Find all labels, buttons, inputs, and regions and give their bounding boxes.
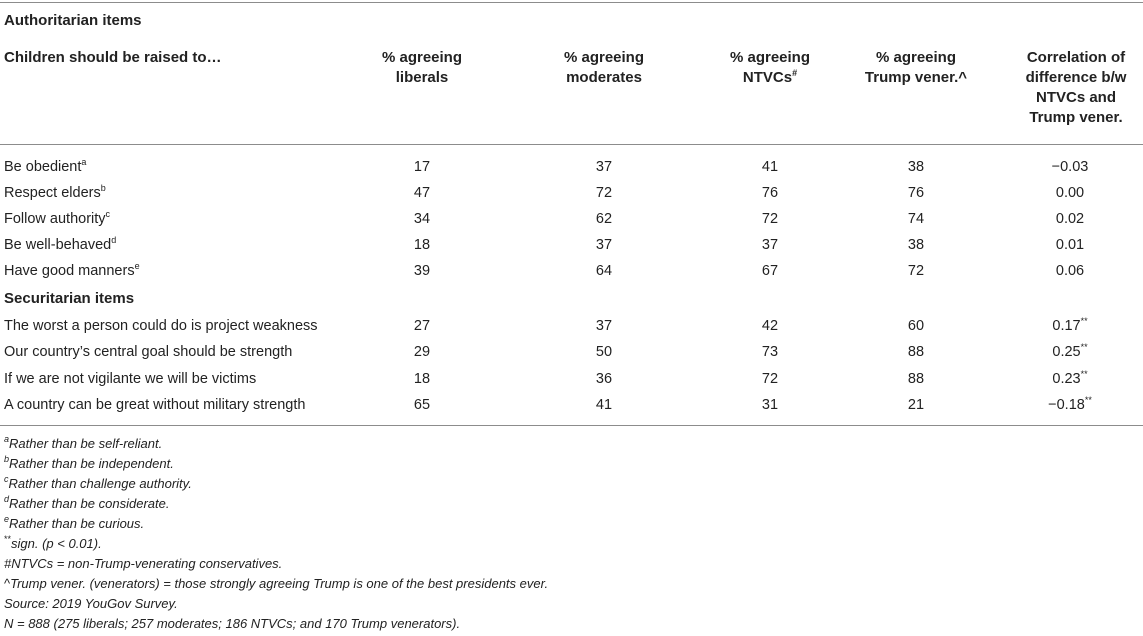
cell-ntvcs: 76 [761, 185, 779, 201]
cell-liberals: 18 [413, 371, 431, 387]
cell-moderates: 37 [595, 318, 613, 334]
header-corr-line2: difference b/w [1025, 69, 1127, 86]
footnote-ntvc: #NTVCs = non-Trump-venerating conservatives. [4, 556, 283, 571]
row-label: A country can be great without military strength [4, 397, 306, 413]
row-label: Be obedient$^a$ [4, 157, 87, 175]
section-authoritarian-title: Authoritarian items [4, 12, 142, 29]
cell-correlation: −0.18** [1048, 395, 1092, 413]
row-label: The worst a person could do is project weakness [4, 318, 318, 334]
cell-moderates: 62 [595, 211, 613, 227]
cell-trump: 72 [907, 263, 925, 279]
table-row [0, 154, 1143, 180]
footnotes [4, 434, 548, 634]
row-label: Be well-behaved$^d$ [4, 235, 117, 253]
footnote-a: $^a$Rather than be self-reliant. [4, 434, 163, 451]
cell-ntvcs: 73 [761, 344, 779, 360]
cell-ntvcs: 67 [761, 263, 779, 279]
header-moderates-line2: moderates [566, 69, 642, 86]
header-rule [0, 144, 1143, 145]
cell-ntvcs: 41 [761, 159, 779, 175]
row-label: Respect elders$^b$ [4, 183, 106, 201]
cell-trump: 38 [907, 159, 925, 175]
header-trump-line1: % agreeing [875, 49, 957, 66]
cell-correlation: −0.03 [1051, 159, 1089, 175]
header-item: Children should be raised to… [4, 49, 222, 66]
top-rule [0, 2, 1143, 3]
table-row [0, 180, 1143, 206]
cell-trump: 88 [907, 344, 925, 360]
cell-moderates: 37 [595, 159, 613, 175]
row-label: Follow authority$^c$ [4, 209, 111, 227]
row-label: If we are not vigilante we will be victims [4, 371, 257, 387]
row-label: Our country’s central goal should be strength [4, 344, 293, 360]
header-trump [856, 48, 976, 88]
cell-moderates: 37 [595, 237, 613, 253]
header-moderates-line1: % agreeing [563, 49, 645, 66]
header-liberals [362, 48, 482, 88]
cell-trump: 74 [907, 211, 925, 227]
cell-correlation: 0.02 [1055, 211, 1085, 227]
cell-ntvcs: 42 [761, 318, 779, 334]
cell-ntvcs: 72 [761, 211, 779, 227]
bottom-rule [0, 425, 1143, 426]
cell-trump: 60 [907, 318, 925, 334]
table-row [0, 392, 1143, 418]
cell-trump: 21 [907, 397, 925, 413]
cell-trump: 38 [907, 237, 925, 253]
cell-liberals: 18 [413, 237, 431, 253]
cell-ntvcs: 37 [761, 237, 779, 253]
footnote-c: $^c$Rather than challenge authority. [4, 474, 192, 491]
header-ntvcs [710, 48, 830, 88]
header-liberals-line1: % agreeing [381, 49, 463, 66]
header-correlation [1014, 48, 1138, 128]
cell-ntvcs: 31 [761, 397, 779, 413]
footnote-trump: ^Trump vener. (venerators) = those strongly agreeing Trump is one of the best presidents ever. [4, 576, 549, 591]
footnote-e: $^e$Rather than be curious. [4, 514, 145, 531]
cell-moderates: 64 [595, 263, 613, 279]
row-label: Have good manners$^e$ [4, 261, 140, 279]
header-corr-line3: NTVCs and [1035, 89, 1116, 106]
cell-liberals: 65 [413, 397, 431, 413]
cell-liberals: 27 [413, 318, 431, 334]
header-ntvcs-line2 [710, 68, 830, 88]
footnote-source: Source: 2019 YouGov Survey. [4, 596, 178, 611]
cell-liberals: 34 [413, 211, 431, 227]
footnote-d: $^d$Rather than be considerate. [4, 494, 170, 511]
table-row [0, 366, 1143, 392]
cell-ntvcs: 72 [761, 371, 779, 387]
header-ntvcs-sup: # [792, 68, 798, 78]
header-corr-line4: Trump vener. [1029, 109, 1123, 126]
table-row [0, 313, 1143, 339]
cell-moderates: 72 [595, 185, 613, 201]
table-row [0, 232, 1143, 258]
cell-correlation: 0.25** [1052, 342, 1088, 360]
cell-correlation: 0.17** [1052, 316, 1088, 334]
header-ntvcs-text: NTVCs [742, 69, 793, 86]
cell-correlation: 0.00 [1055, 185, 1085, 201]
cell-correlation: 0.23** [1052, 369, 1088, 387]
header-moderates [544, 48, 664, 88]
cell-liberals: 17 [413, 159, 431, 175]
footnote-significance: **sign. (p < 0.01). [4, 534, 102, 551]
footnote-b: $^b$Rather than be independent. [4, 454, 174, 471]
header-trump-line2: Trump vener.^ [864, 69, 968, 86]
section-securitarian-title: Securitarian items [4, 290, 135, 307]
header-ntvcs-line1: % agreeing [729, 49, 811, 66]
cell-trump: 88 [907, 371, 925, 387]
header-liberals-line2: liberals [395, 69, 449, 86]
table-row [0, 258, 1143, 284]
cell-trump: 76 [907, 185, 925, 201]
cell-moderates: 36 [595, 371, 613, 387]
cell-correlation: 0.01 [1055, 237, 1085, 253]
table-row [0, 206, 1143, 232]
cell-liberals: 47 [413, 185, 431, 201]
header-corr-line1: Correlation of [1026, 49, 1126, 66]
cell-moderates: 50 [595, 344, 613, 360]
cell-liberals: 29 [413, 344, 431, 360]
footnote-n: N = 888 (275 liberals; 257 moderates; 186 NTVCs; and 170 Trump venerators). [4, 616, 461, 631]
cell-correlation: 0.06 [1055, 263, 1085, 279]
cell-moderates: 41 [595, 397, 613, 413]
table-row [0, 339, 1143, 365]
cell-liberals: 39 [413, 263, 431, 279]
